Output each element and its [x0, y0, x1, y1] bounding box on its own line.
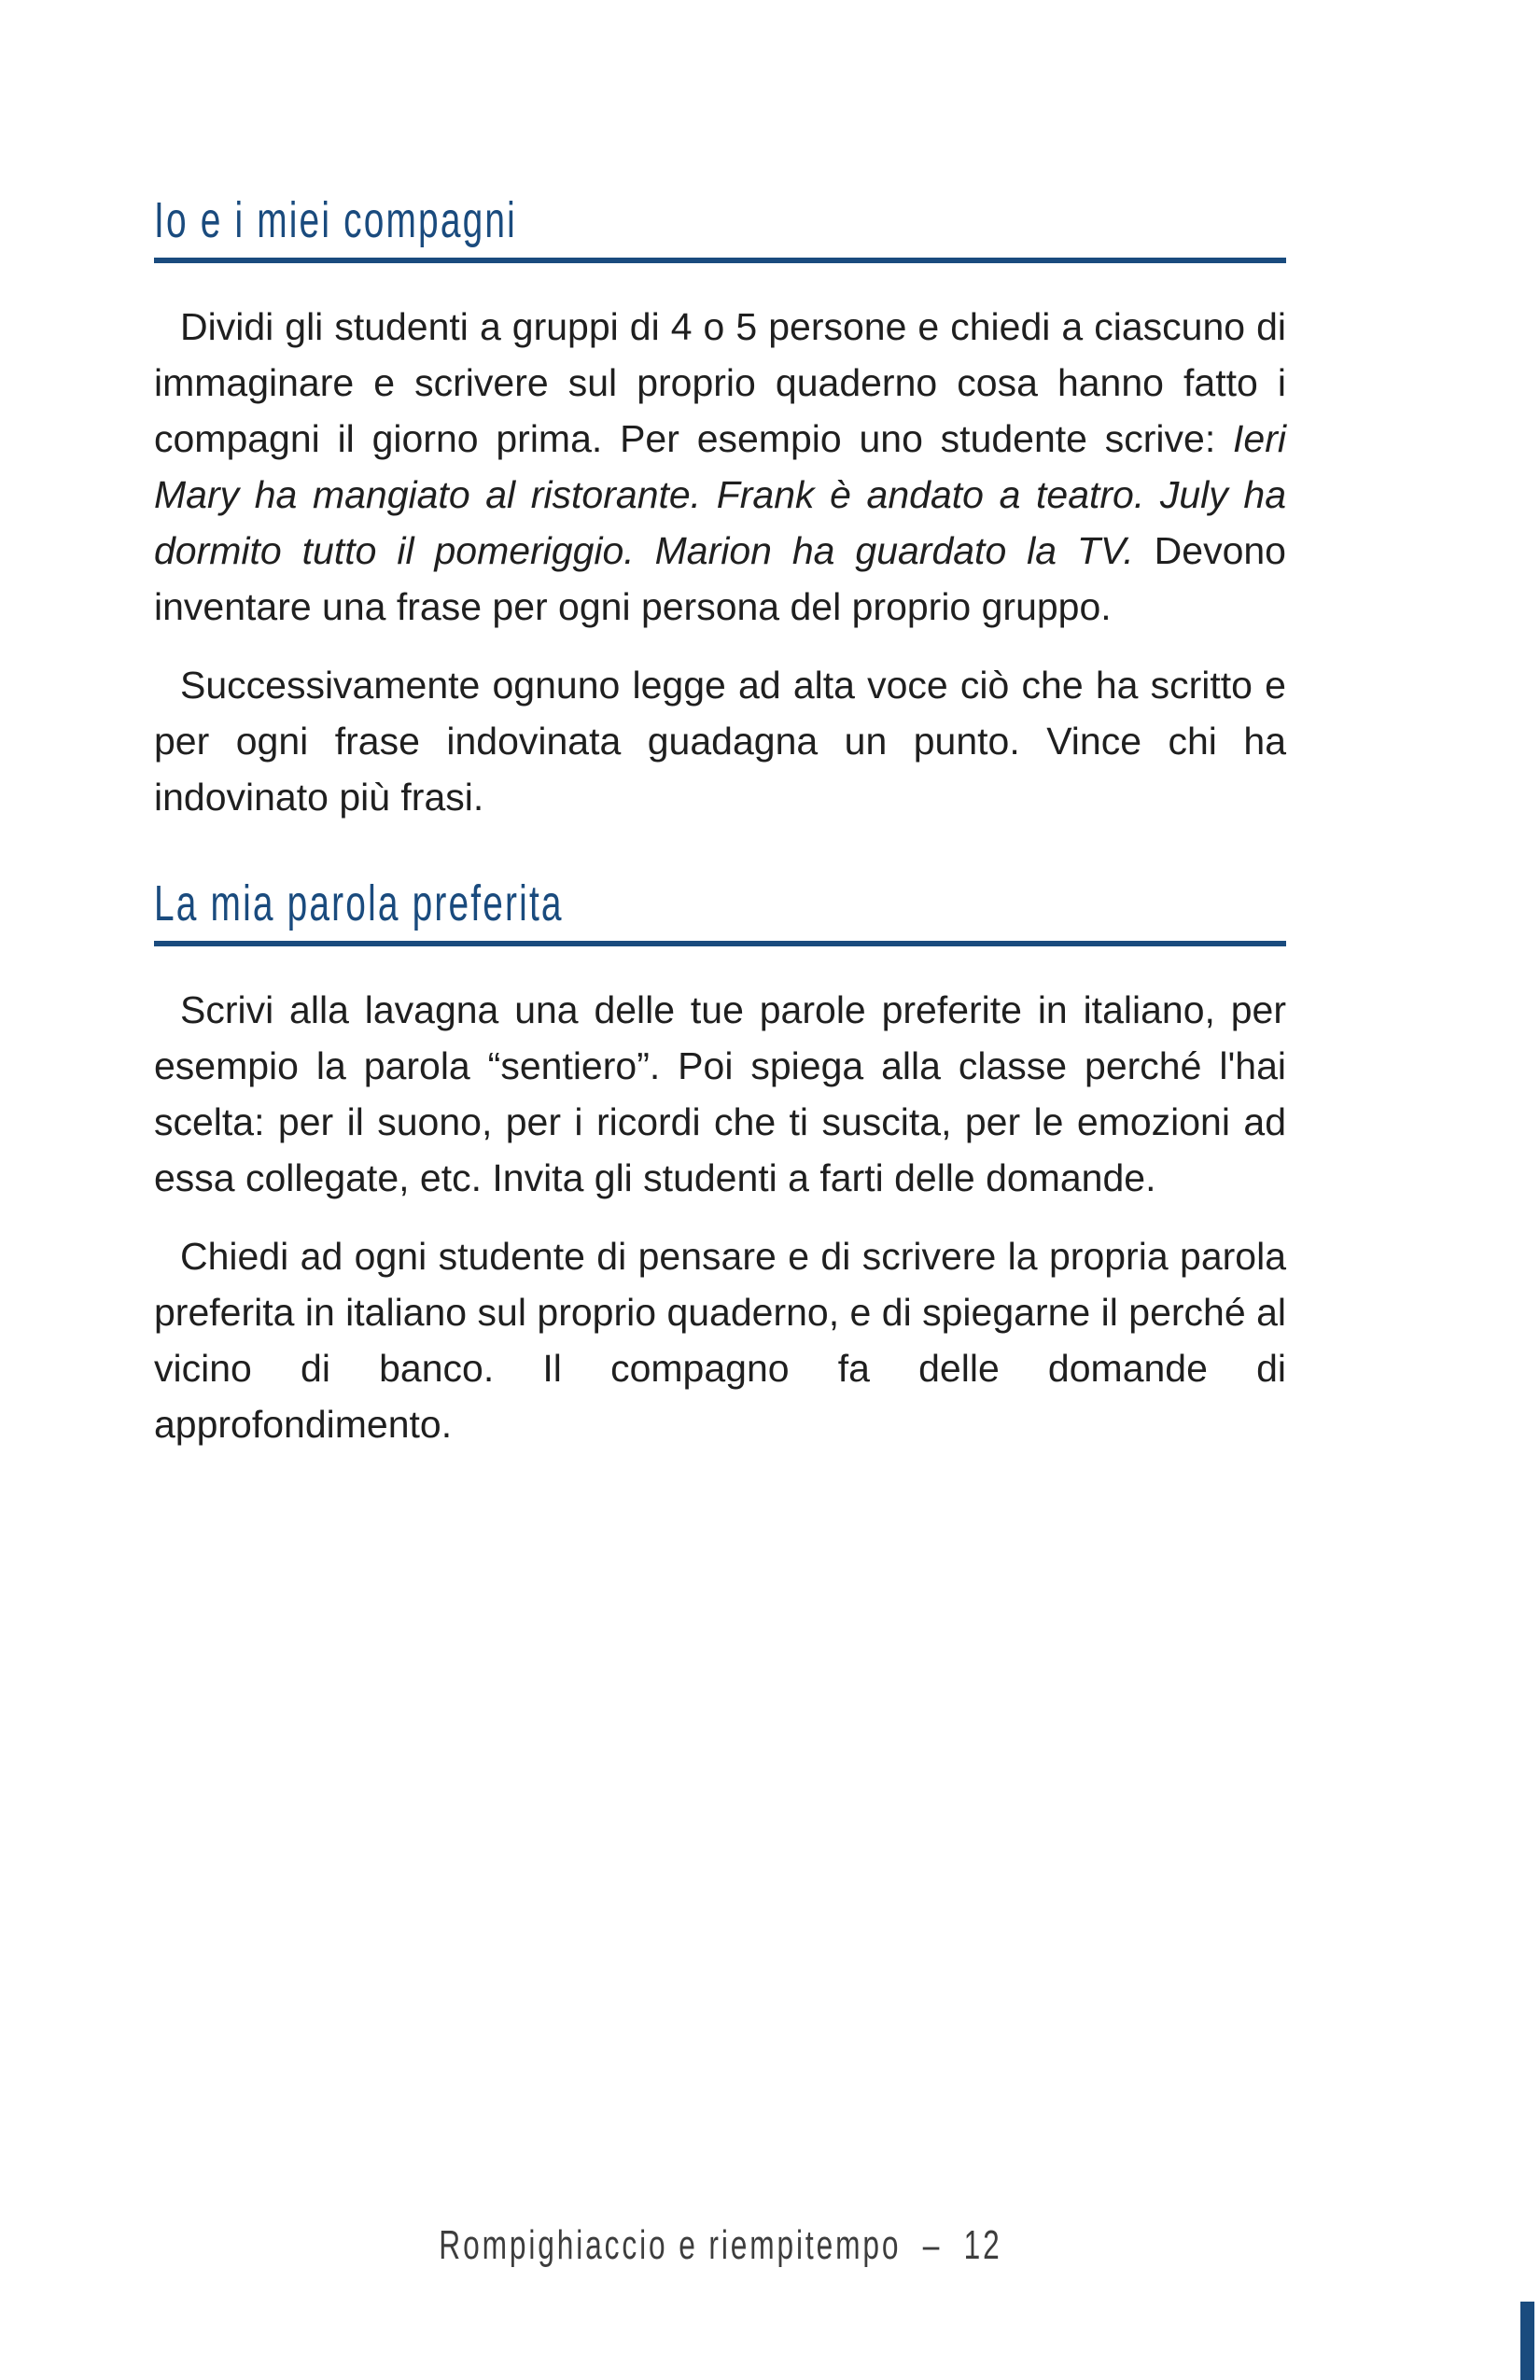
footer-separator: –	[922, 2222, 942, 2268]
section-heading-text: Io e i miei compagni	[154, 192, 517, 248]
section-heading-io-e-i-miei-compagni	[154, 185, 1286, 263]
section-heading-text: La mia parola preferita	[154, 875, 564, 931]
text-run: Devono inventare una frase per ogni persona del proprio gruppo.	[154, 529, 1286, 628]
text-run-italic-example: Ieri Mary ha mangiato al ristorante. Frank è andato a teatro. July ha dormito tutto il pomeriggio. Marion ha guardato la TV.	[154, 417, 1286, 572]
paragraph	[154, 982, 1286, 1206]
paragraph	[154, 299, 1286, 635]
footer-label: Rompighiaccio e riempitempo	[438, 2222, 901, 2268]
footer	[154, 2221, 1286, 2270]
page-edge-tab	[1520, 2302, 1534, 2380]
paragraph	[154, 1228, 1286, 1452]
footer-text	[439, 2221, 1001, 2270]
text-run: Chiedi ad ogni studente di pensare e di scrivere la propria parola preferita in italiano sul proprio quaderno, e di spiegarne il perché al vicino di banco. Il compagno fa delle domande di approfondimento.	[154, 1235, 1286, 1446]
section-heading-la-mia-parola-preferita	[154, 868, 1286, 946]
text-run: Dividi gli studenti a gruppi di 4 o 5 persone e chiedi a ciascuno di immaginare e scrivere sul proprio quaderno cosa hanno fatto i compagni il giorno prima. Per esempio uno studente scrive:	[154, 305, 1286, 460]
text-run: Scrivi alla lavagna una delle tue parole preferite in italiano, per esempio la parola “sentiero”. Poi spiega alla classe perché l'hai scelta: per il suono, per i ricordi che ti suscita, per le emozioni ad essa collegate, etc. Invita gli studenti a farti delle domande.	[154, 988, 1286, 1199]
text-run: Successivamente ognuno legge ad alta voce ciò che ha scritto e per ogni frase indovinata guadagna un punto. Vince chi ha indovinato più frasi.	[154, 664, 1286, 819]
text-column	[154, 185, 1286, 1452]
footer-page-number: 12	[963, 2222, 1002, 2268]
paragraph	[154, 657, 1286, 825]
